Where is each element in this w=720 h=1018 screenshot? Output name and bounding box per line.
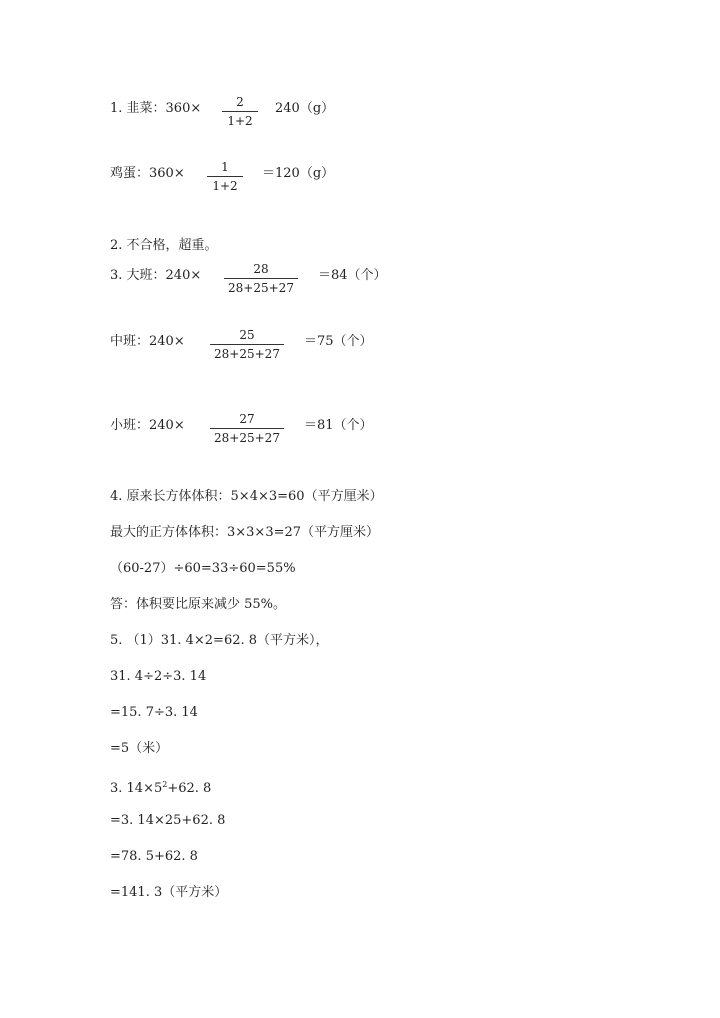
fraction-numerator: 1 xyxy=(221,160,229,174)
fraction-numerator: 25 xyxy=(239,328,255,342)
fraction-denominator: 28+25+27 xyxy=(228,281,294,295)
q5-line-6: =3. 14×25+62. 8 xyxy=(110,813,226,828)
q4-line-3: （60-27）÷60=33÷60=55% xyxy=(110,561,296,576)
q5-line-2: 31. 4÷2÷3. 14 xyxy=(110,669,207,684)
q1-egg-prefix: 鸡蛋：360× xyxy=(110,166,185,181)
q3-big-result: ＝84（个） xyxy=(318,268,387,283)
fraction-bar xyxy=(207,176,243,177)
fraction-bar xyxy=(210,344,284,345)
q5-line-4: =5（米） xyxy=(110,741,169,756)
q5-power-line xyxy=(110,777,211,797)
q1-leek-prefix: 1. 韭菜：360× xyxy=(110,101,202,116)
fraction-bar xyxy=(210,428,284,429)
q3-middle-result: ＝75（个） xyxy=(304,334,373,349)
power-rest: +62. 8 xyxy=(167,781,212,796)
fraction-denominator: 28+25+27 xyxy=(214,347,280,361)
fraction-denominator: 1+2 xyxy=(227,114,253,128)
q5-line-8: =141. 3（平方米） xyxy=(110,885,228,900)
fraction-bar xyxy=(224,278,298,279)
q3-small-result: ＝81（个） xyxy=(304,418,373,433)
q4-line-1: 4. 原来长方体体积：5×4×3=60（平方厘米） xyxy=(110,489,383,504)
q5-line-7: =78. 5+62. 8 xyxy=(110,849,198,864)
q1-egg-result: ＝120（g） xyxy=(262,166,335,181)
q2-answer: 2. 不合格，超重。 xyxy=(110,238,218,253)
fraction-denominator: 1+2 xyxy=(212,179,238,193)
q1-leek-fraction xyxy=(222,95,258,128)
q5-line-1: 5. （1）31. 4×2=62. 8（平方米）， xyxy=(110,633,329,648)
q1-egg-fraction xyxy=(207,160,243,193)
q1-leek-result: 240（g） xyxy=(275,101,335,116)
fraction-denominator: 28+25+27 xyxy=(214,431,280,445)
fraction-numerator: 27 xyxy=(239,412,255,426)
q4-line-2: 最大的正方体体积：3×3×3=27（平方厘米） xyxy=(110,525,380,540)
fraction-bar xyxy=(222,111,258,112)
q4-answer: 答：体积要比原来减少 55%。 xyxy=(110,597,287,612)
q3-middle-fraction xyxy=(210,328,284,361)
q3-big-fraction xyxy=(224,262,298,295)
q5-line-3: =15. 7÷3. 14 xyxy=(110,705,198,720)
q3-small-fraction xyxy=(210,412,284,445)
fraction-numerator: 2 xyxy=(236,95,244,109)
power-base: 3. 14×5 xyxy=(110,781,163,796)
q3-small-prefix: 小班：240× xyxy=(110,418,185,433)
q3-middle-prefix: 中班：240× xyxy=(110,334,185,349)
power-exponent: 2 xyxy=(162,780,168,789)
q3-big-prefix: 3. 大班：240× xyxy=(110,268,202,283)
fraction-numerator: 28 xyxy=(253,262,269,276)
